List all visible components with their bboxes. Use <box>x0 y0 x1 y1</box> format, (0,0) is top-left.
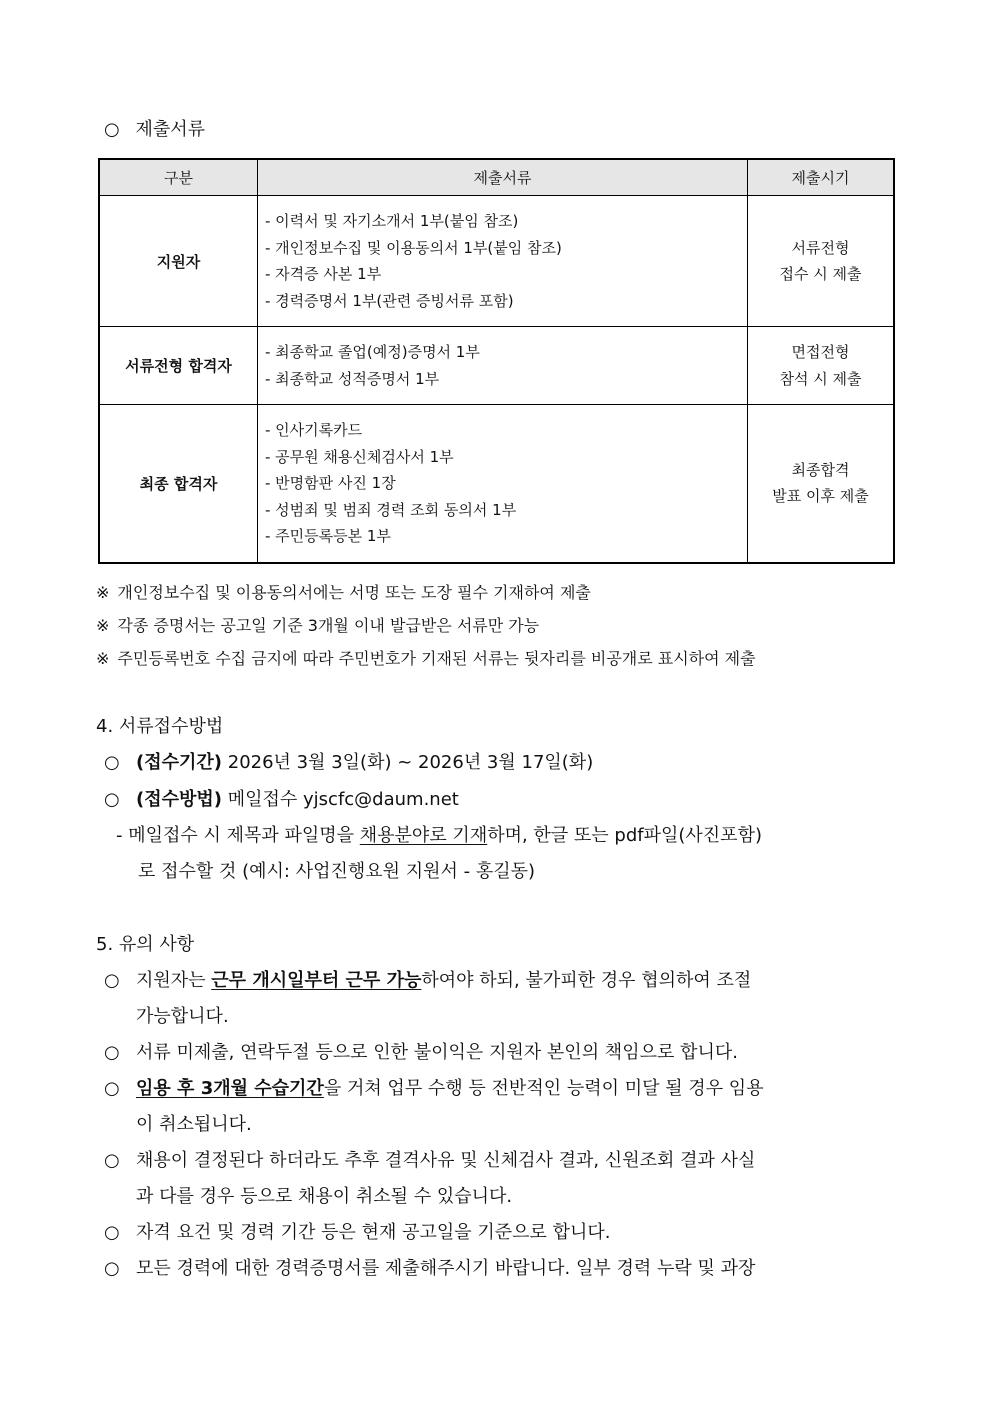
notice-item <box>104 966 751 992</box>
notice-item <box>104 1254 755 1280</box>
list-item: - 주민등록등본 1부 <box>265 527 391 545</box>
timing-line: 면접전형 <box>791 343 850 361</box>
period-line <box>104 748 593 774</box>
section5-title: 5. 유의 사항 <box>96 934 195 955</box>
row-timing <box>748 327 895 405</box>
bullet: ○ <box>104 970 120 991</box>
list-item: - 개인정보수집 및 이용동의서 1부(붙임 참조) <box>265 238 562 257</box>
notice-item <box>104 1218 611 1244</box>
list-item: - 이력서 및 자기소개서 1부(붙임 참조) <box>265 212 519 230</box>
row-category: 지원자 <box>99 196 258 327</box>
detail-prefix: - 메일접수 시 제목과 파일명을 <box>116 825 360 846</box>
notice-item <box>104 1074 764 1100</box>
note-line <box>96 609 756 642</box>
row-items <box>258 405 748 563</box>
list-item: - 자격증 사본 1부 <box>265 265 382 283</box>
notice-text: 하여야 하되, 불가피한 경우 협의하여 조절 <box>421 970 752 991</box>
timing-line: 발표 이후 제출 <box>772 487 869 506</box>
list-item: - 경력증명서 1부(관련 증빙서류 포함) <box>265 291 514 310</box>
notice-underline: 임용 후 3개월 수습기간 <box>136 1078 324 1099</box>
heading-bullet: ○ <box>104 119 120 140</box>
reference-mark: ※ <box>96 583 110 602</box>
notice-text: 자격 요건 및 경력 기간 등은 현재 공고일을 기준으로 합니다. <box>136 1222 611 1243</box>
timing-line: 서류전형 <box>791 238 850 257</box>
row-timing <box>748 405 895 563</box>
method-line <box>104 785 459 811</box>
bullet: ○ <box>104 752 120 773</box>
row-category: 최종 합격자 <box>99 405 258 563</box>
table-header-row <box>99 159 894 196</box>
bullet: ○ <box>104 1078 120 1099</box>
notice-continuation: 가능합니다. <box>136 1006 229 1027</box>
heading-text: 제출서류 <box>135 119 206 140</box>
timing-line: 최종합격 <box>791 460 850 479</box>
col-header-documents: 제출서류 <box>258 159 748 196</box>
notice-text: 모든 경력에 대한 경력증명서를 제출해주시기 바랍니다. 일부 경력 누락 및 과장 <box>136 1258 756 1279</box>
notice-text: 서류 미제출, 연락두절 등으로 인한 불이익은 지원자 본인의 책임으로 합니다. <box>136 1042 738 1063</box>
list-item: - 최종학교 성적증명서 1부 <box>265 369 440 388</box>
notice-text: 지원자는 <box>136 970 212 991</box>
bullet: ○ <box>104 1222 120 1243</box>
note-line <box>96 642 756 675</box>
table-row <box>99 405 894 563</box>
bullet: ○ <box>104 1258 120 1279</box>
row-items <box>258 327 748 405</box>
notice-text: 채용이 결정된다 하더라도 추후 결격사유 및 신체검사 결과, 신원조회 결과 사실 <box>136 1150 756 1171</box>
list-item: - 반명함판 사진 1장 <box>265 474 396 492</box>
notice-underline: 근무 개시일부터 근무 가능 <box>211 970 422 991</box>
timing-line: 접수 시 제출 <box>779 265 862 283</box>
note-text: 주민등록번호 수집 금지에 따라 주민번호가 기재된 서류는 뒷자리를 비공개로 표시하여 제출 <box>117 649 756 668</box>
bullet: ○ <box>104 1150 120 1171</box>
notice-text: 을 거쳐 업무 수행 등 전반적인 능력이 미달 될 경우 임용 <box>323 1078 764 1099</box>
notice-item <box>104 1038 738 1064</box>
submission-table <box>98 158 895 564</box>
method-detail-line2: 로 접수할 것 (예시: 사업진행요원 지원서 - 홍길동) <box>138 861 536 882</box>
bullet: ○ <box>104 1042 120 1063</box>
method-label: (접수방법) <box>136 789 223 810</box>
list-item: - 인사기록카드 <box>265 421 363 439</box>
method-value: 메일접수 yjscfc@daum.net <box>222 789 459 810</box>
note-line <box>96 576 756 609</box>
row-timing <box>748 196 895 327</box>
row-items <box>258 196 748 327</box>
table-row <box>99 327 894 405</box>
reference-mark: ※ <box>96 616 110 635</box>
timing-line: 참석 시 제출 <box>779 369 862 388</box>
bullet: ○ <box>104 789 120 810</box>
reference-mark: ※ <box>96 649 110 668</box>
section4-title: 4. 서류접수방법 <box>96 716 224 737</box>
submission-heading <box>104 115 205 141</box>
notes-block <box>96 576 756 675</box>
row-category: 서류전형 합격자 <box>99 327 258 405</box>
col-header-timing: 제출시기 <box>748 159 895 196</box>
list-item: - 최종학교 졸업(예정)증명서 1부 <box>265 343 480 361</box>
period-value: 2026년 3월 3일(화) ~ 2026년 3월 17일(화) <box>222 752 594 773</box>
note-text: 각종 증명서는 공고일 기준 3개월 이내 발급받은 서류만 가능 <box>117 616 540 635</box>
list-item: - 성범죄 및 범죄 경력 조회 동의서 1부 <box>265 500 517 519</box>
note-text: 개인정보수집 및 이용동의서에는 서명 또는 도장 필수 기재하여 제출 <box>117 583 591 602</box>
table-row <box>99 196 894 327</box>
list-item: - 공무원 채용신체검사서 1부 <box>265 447 454 466</box>
notice-continuation: 과 다를 경우 등으로 채용이 취소될 수 있습니다. <box>136 1186 513 1207</box>
method-detail-line <box>116 821 762 847</box>
col-header-category: 구분 <box>99 159 258 196</box>
detail-underline: 채용분야로 기재 <box>359 825 488 846</box>
detail-suffix: 하며, 한글 또는 pdf파일(사진포함) <box>487 825 762 846</box>
notice-item <box>104 1146 755 1172</box>
notice-continuation: 이 취소됩니다. <box>136 1114 252 1135</box>
period-label: (접수기간) <box>136 752 223 773</box>
